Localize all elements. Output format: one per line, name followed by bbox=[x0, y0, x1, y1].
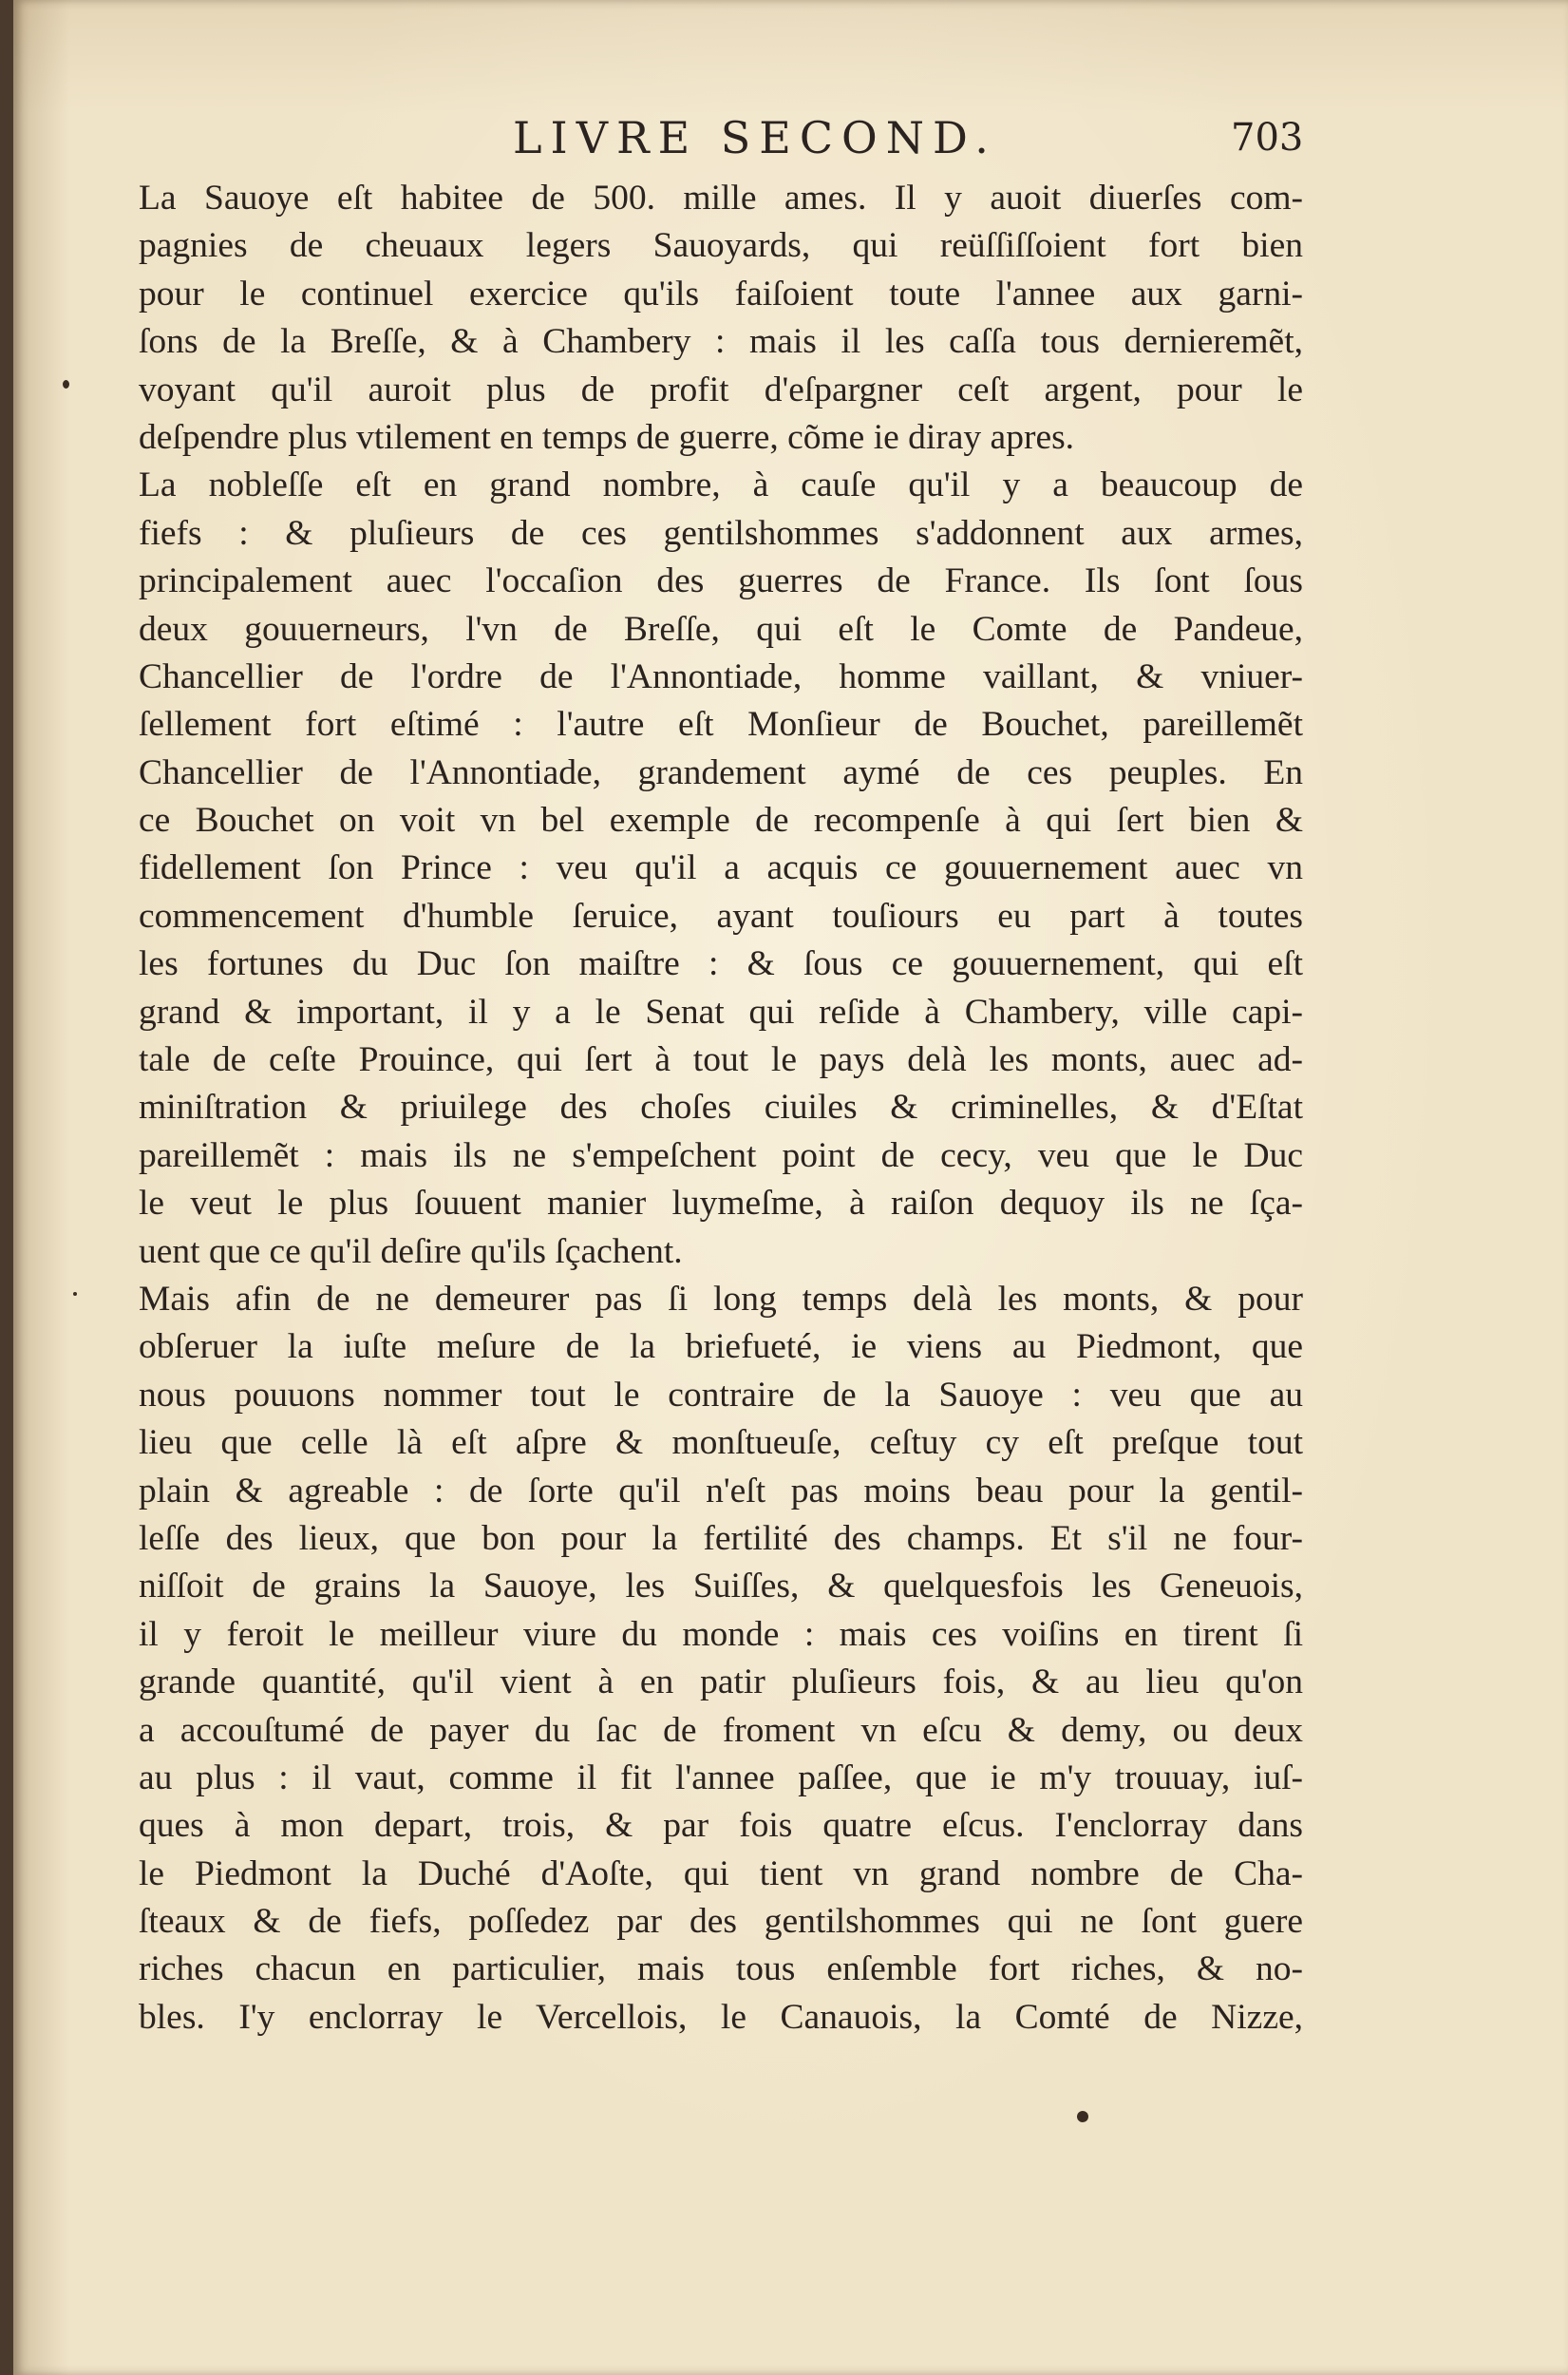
text-line: Mais afin de ne demeurer pas ſi long temps delà les monts, & pour bbox=[139, 1279, 1303, 1319]
text-line: bles. I'y enclorray le Vercellois, le Canauois, la Comté de Nizze, bbox=[139, 1997, 1303, 2037]
body-text bbox=[139, 175, 1303, 2042]
text-line: ſellement fort eſtimé : l'autre eſt Monſieur de Bouchet, pareillemẽt bbox=[139, 705, 1303, 745]
text-line: ce Bouchet on voit vn bel exemple de recompenſe à qui ſert bien & bbox=[139, 801, 1303, 841]
text-line: tale de ceſte Prouince, qui ſert à tout le pays delà les monts, auec ad- bbox=[139, 1040, 1303, 1080]
text-line: pour le continuel exercice qu'ils faiſoient toute l'annee aux garni- bbox=[139, 274, 1303, 314]
text-line: niſſoit de grains la Sauoye, les Suiſſes, & quelquesfois les Geneuois, bbox=[139, 1567, 1303, 1606]
text-line: pareillemẽt : mais ils ne s'empeſchent point de cecy, veu que le Duc bbox=[139, 1135, 1303, 1175]
text-line: ſteaux & de fiefs, poſſedez par des gentilshommes qui ne ſont guere bbox=[139, 1902, 1303, 1942]
running-head bbox=[13, 112, 1568, 169]
text-line: La Sauoye eſt habitee de 500. mille ames. Il y auoit diuerſes com- bbox=[139, 179, 1303, 218]
ink-speck bbox=[73, 1292, 77, 1296]
text-line: fidellement ſon Prince : veu qu'il a acquis ce gouuernement auec vn bbox=[139, 848, 1303, 888]
text-line: uent que ce qu'il deſire qu'ils ſçachent. bbox=[139, 1231, 683, 1271]
text-line: grande quantité, qu'il vient à en patir pluſieurs fois, & au lieu qu'on bbox=[139, 1662, 1303, 1702]
text-line: leſſe des lieux, que bon pour la fertilité des champs. Et s'il ne four- bbox=[139, 1518, 1303, 1558]
text-line: ques à mon depart, trois, & par fois quatre eſcus. I'enclorray dans bbox=[139, 1806, 1303, 1846]
text-line: grand & important, il y a le Senat qui reſide à Chambery, ville capi- bbox=[139, 992, 1303, 1032]
text-line: il y feroit le meilleur viure du monde : mais ces voiſins en tirent ſi bbox=[139, 1614, 1303, 1654]
text-line: obſeruer la iuſte meſure de la briefueté, ie viens au Piedmont, que bbox=[139, 1327, 1303, 1367]
text-line: Chancellier de l'ordre de l'Annontiade, homme vaillant, & vniuer- bbox=[139, 656, 1303, 696]
book-page bbox=[13, 0, 1568, 2375]
text-line: Chancellier de l'Annontiade, grandement aymé de ces peuples. En bbox=[139, 752, 1303, 792]
text-line: riches chacun en particulier, mais tous enſemble fort riches, & no- bbox=[139, 1949, 1303, 1989]
text-line: a accouſtumé de payer du ſac de froment vn eſcu & demy, ou deux bbox=[139, 1710, 1303, 1750]
text-line: ſons de la Breſſe, & à Chambery : mais il les caſſa tous dernieremẽt, bbox=[139, 322, 1303, 362]
text-line: principalement auec l'occaſion des guerres de France. Ils ſont ſous bbox=[139, 561, 1303, 601]
text-line: miniſtration & priuilege des choſes ciuiles & criminelles, & d'Eſtat bbox=[139, 1088, 1303, 1128]
page-number: 703 bbox=[1231, 116, 1304, 160]
text-line: les fortunes du Duc ſon maiſtre : & ſous ce gouuernement, qui eſt bbox=[139, 944, 1303, 984]
text-line: commencement d'humble ſeruice, ayant touſiours eu part à toutes bbox=[139, 896, 1303, 936]
text-line: deſpendre plus vtilement en temps de guerre, cõme ie diray apres. bbox=[139, 417, 1075, 457]
text-line: lieu que celle là eſt aſpre & monſtueuſe, ceſtuy cy eſt preſque tout bbox=[139, 1423, 1303, 1463]
text-line: deux gouuerneurs, l'vn de Breſſe, qui eſt le Comte de Pandeue, bbox=[139, 609, 1303, 649]
text-line: le veut le plus ſouuent manier luymeſme, à raiſon dequoy ils ne ſça- bbox=[139, 1184, 1303, 1224]
running-title: LIVRE SECOND. bbox=[513, 112, 997, 163]
text-line: fiefs : & pluſieurs de ces gentilshommes s'addonnent aux armes, bbox=[139, 513, 1303, 553]
text-line: voyant qu'il auroit plus de profit d'eſpargner ceſt argent, pour le bbox=[139, 370, 1303, 409]
text-line: La nobleſſe eſt en grand nombre, à cauſe qu'il y a beaucoup de bbox=[139, 466, 1303, 505]
text-line: nous pouuons nommer tout le contraire de la Sauoye : veu que au bbox=[139, 1375, 1303, 1415]
ink-speck bbox=[1077, 2111, 1088, 2122]
text-line: le Piedmont la Duché d'Aoſte, qui tient vn grand nombre de Cha- bbox=[139, 1853, 1303, 1893]
text-line: plain & agreable : de ſorte qu'il n'eſt pas moins beau pour la gentil- bbox=[139, 1471, 1303, 1510]
text-line: au plus : il vaut, comme il fit l'annee paſſee, que ie m'y trouuay, iuſ- bbox=[139, 1758, 1303, 1797]
ink-speck bbox=[63, 380, 69, 389]
text-line: pagnies de cheuaux legers Sauoyards, qui reüſſiſſoient fort bien bbox=[139, 226, 1303, 266]
